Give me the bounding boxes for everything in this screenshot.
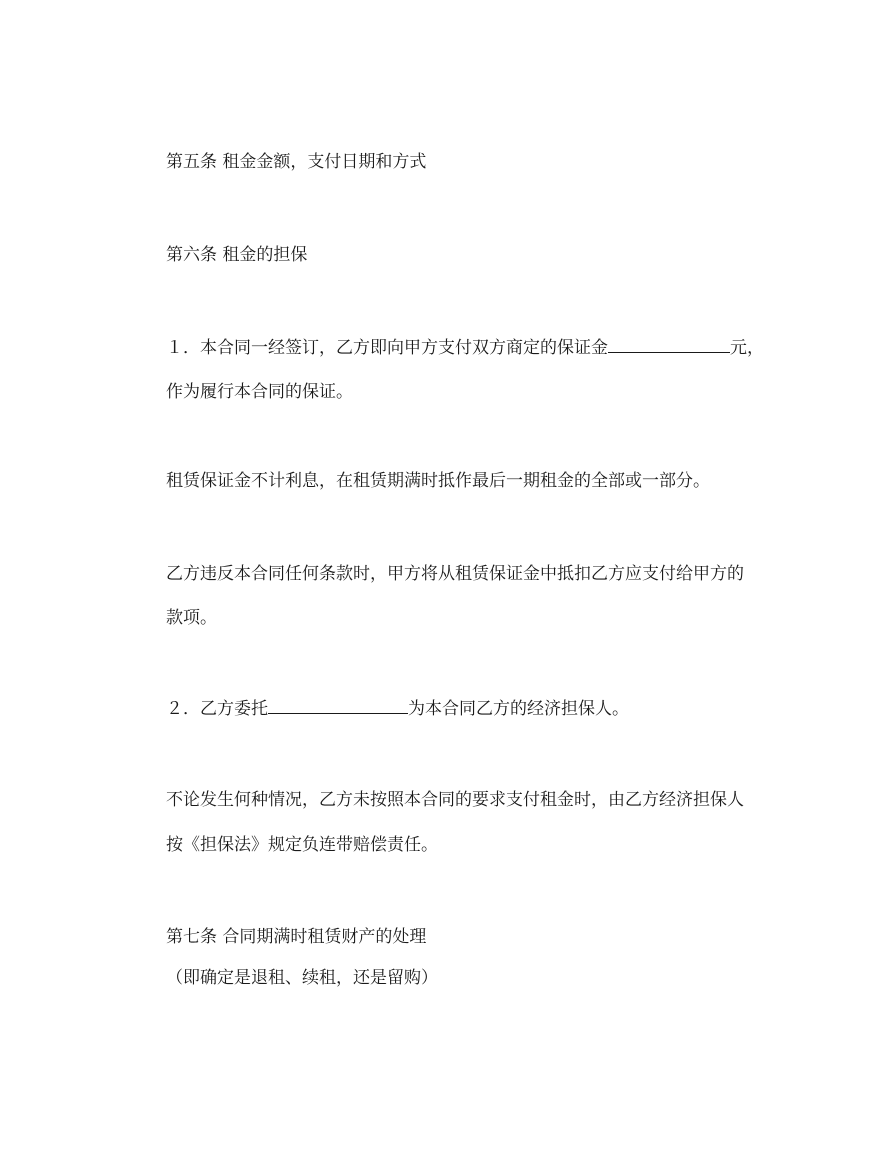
article-7-heading: 第七条 合同期满时租赁财产的处理 bbox=[166, 927, 427, 947]
guarantor-paragraph-line-1: 不论发生何种情况，乙方未按照本合同的要求支付租金时，由乙方经济担保人 bbox=[166, 790, 744, 810]
deposit-amount-blank bbox=[608, 336, 730, 353]
article-6-heading: 第六条 租金的担保 bbox=[166, 245, 308, 265]
item-1-unit: 元， bbox=[730, 338, 764, 358]
article-6-item-1 bbox=[166, 336, 764, 359]
article-5-heading: 第五条 租金金额，支付日期和方式 bbox=[166, 152, 427, 172]
item-2-rest: 为本合同乙方的经济担保人。 bbox=[408, 699, 629, 719]
guarantor-name-blank bbox=[268, 697, 408, 714]
item-2-text: ２．乙方委托 bbox=[166, 699, 268, 719]
breach-paragraph-line-2: 款项。 bbox=[166, 608, 217, 628]
article-7-note: （即确定是退租、续租，还是留购） bbox=[166, 968, 438, 988]
breach-paragraph-line-1: 乙方违反本合同任何条款时，甲方将从租赁保证金中抵扣乙方应支付给甲方的 bbox=[166, 564, 744, 584]
deposit-interest-paragraph: 租赁保证金不计利息，在租赁期满时抵作最后一期租金的全部或一部分。 bbox=[166, 471, 710, 491]
guarantor-paragraph-line-2: 按《担保法》规定负连带赔偿责任。 bbox=[166, 835, 438, 855]
article-6-item-2 bbox=[166, 697, 629, 720]
item-1-text: １．本合同一经签订，乙方即向甲方支付双方商定的保证金 bbox=[166, 338, 608, 358]
article-6-item-1-continuation: 作为履行本合同的保证。 bbox=[166, 382, 353, 402]
